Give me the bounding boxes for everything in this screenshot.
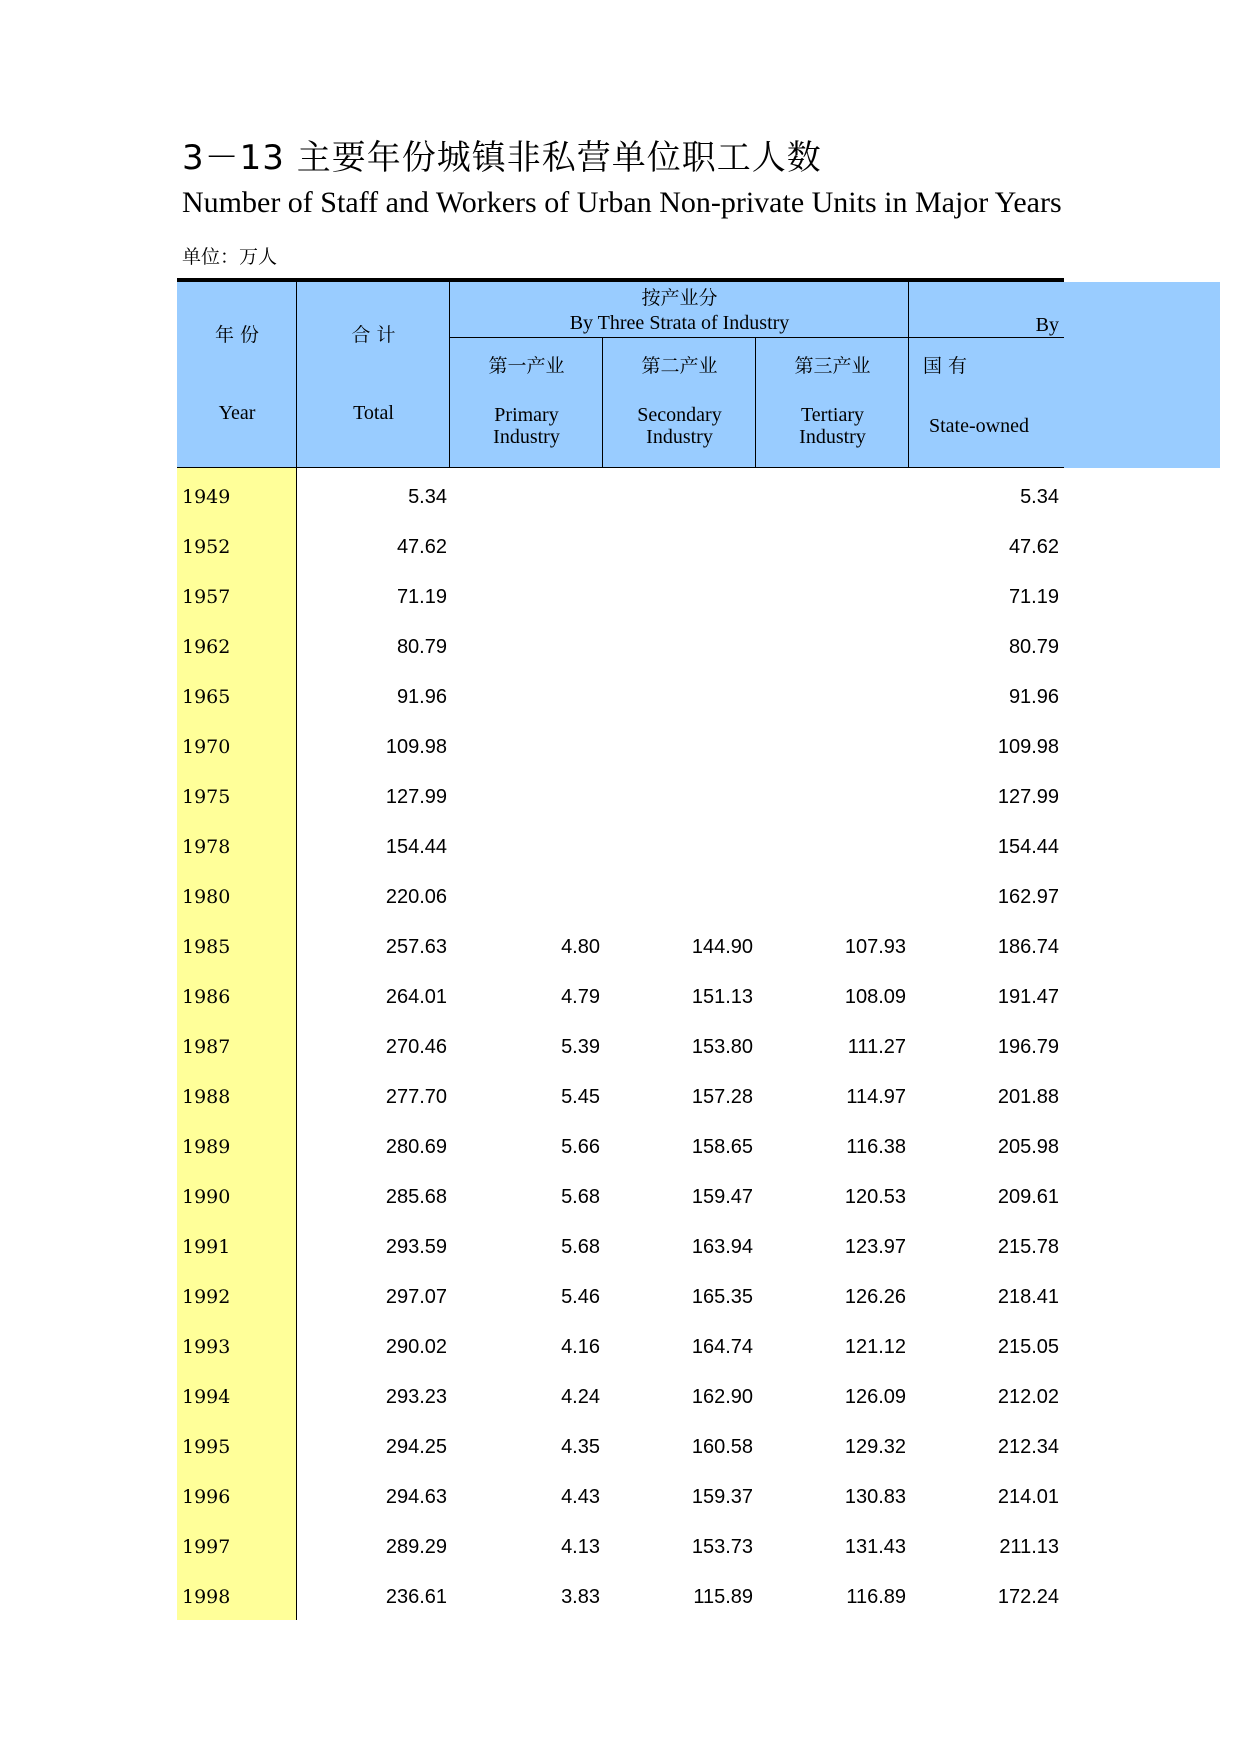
secondary-cell: 164.74	[691, 1336, 753, 1358]
total-cell: 236.61	[385, 1586, 447, 1608]
header-state-cn: 国 有	[923, 355, 968, 377]
header-bottom-rule	[177, 467, 1064, 468]
table-row	[177, 774, 1064, 824]
primary-cell: 5.45	[561, 1086, 600, 1108]
state-cell: 162.97	[997, 886, 1059, 908]
total-cell: 5.34	[408, 486, 447, 508]
header-tertiary-en-2: Industry	[799, 426, 866, 448]
total-cell: 270.46	[385, 1036, 447, 1058]
page-title-english: Number of Staff and Workers of Urban Non-private Units in Major Years	[182, 186, 1062, 219]
tertiary-cell: 116.89	[846, 1586, 906, 1608]
header-total-en: Total	[353, 402, 394, 424]
primary-cell: 4.35	[561, 1436, 600, 1458]
state-cell: 71.19	[1008, 586, 1059, 608]
total-cell: 294.63	[385, 1486, 447, 1508]
secondary-cell: 157.28	[691, 1086, 753, 1108]
tertiary-cell: 108.09	[844, 986, 906, 1008]
table-row	[177, 824, 1064, 874]
year-cell: 1994	[182, 1386, 231, 1408]
secondary-cell: 144.90	[691, 936, 753, 958]
state-cell: 214.01	[997, 1486, 1059, 1508]
primary-cell: 5.39	[561, 1036, 600, 1058]
year-cell: 1975	[182, 786, 231, 808]
header-primary-cn: 第一产业	[488, 355, 565, 377]
table-row	[177, 1574, 1064, 1624]
state-cell: 212.34	[997, 1436, 1059, 1458]
total-cell: 294.25	[385, 1436, 447, 1458]
table-row	[177, 974, 1064, 1024]
tertiary-cell: 126.26	[844, 1286, 906, 1308]
total-cell: 220.06	[385, 886, 447, 908]
primary-cell: 4.80	[561, 936, 600, 958]
total-cell: 80.79	[396, 636, 447, 658]
header-tertiary-cn: 第三产业	[794, 355, 871, 377]
state-cell: 47.62	[1008, 536, 1059, 558]
state-cell: 212.02	[997, 1386, 1059, 1408]
header-secondary-en-1: Secondary	[637, 404, 722, 426]
total-cell: 290.02	[385, 1336, 447, 1358]
secondary-cell: 159.47	[691, 1186, 753, 1208]
secondary-cell: 159.37	[691, 1486, 753, 1508]
table-row	[177, 1074, 1064, 1124]
secondary-cell: 163.94	[691, 1236, 753, 1258]
header-tertiary-en-1: Tertiary	[800, 404, 864, 426]
year-cell: 1998	[182, 1586, 231, 1608]
tertiary-cell: 114.97	[846, 1086, 906, 1108]
tertiary-cell: 129.32	[844, 1436, 906, 1458]
year-cell: 1997	[182, 1536, 231, 1558]
total-cell: 127.99	[385, 786, 447, 808]
year-cell: 1965	[182, 686, 231, 708]
state-cell: 215.05	[997, 1336, 1059, 1358]
state-cell: 80.79	[1008, 636, 1059, 658]
year-cell: 1985	[182, 936, 231, 958]
table-row	[177, 1174, 1064, 1224]
table-row	[177, 724, 1064, 774]
primary-cell: 5.66	[561, 1136, 600, 1158]
year-cell: 1962	[182, 636, 231, 658]
state-cell: 109.98	[997, 736, 1059, 758]
primary-cell: 5.68	[561, 1186, 600, 1208]
state-cell: 91.96	[1008, 686, 1059, 708]
header-divider	[908, 282, 909, 468]
secondary-cell: 158.65	[691, 1136, 753, 1158]
total-cell: 71.19	[396, 586, 447, 608]
state-cell: 154.44	[997, 836, 1059, 858]
year-cell: 1995	[182, 1436, 231, 1458]
primary-cell: 4.43	[561, 1486, 600, 1508]
state-cell: 191.47	[997, 986, 1059, 1008]
header-year-cn: 年 份	[214, 324, 260, 346]
table-header	[177, 282, 1220, 468]
table-row	[177, 874, 1064, 924]
year-cell: 1986	[182, 986, 231, 1008]
header-primary-en-2: Industry	[493, 426, 560, 448]
header-primary-en-1: Primary	[494, 404, 559, 426]
table-row	[177, 1124, 1064, 1174]
header-secondary-cn: 第二产业	[641, 355, 718, 377]
primary-cell: 3.83	[561, 1586, 600, 1608]
primary-cell: 4.13	[561, 1536, 600, 1558]
year-cell: 1992	[182, 1286, 231, 1308]
secondary-cell: 153.80	[691, 1036, 753, 1058]
year-cell: 1989	[182, 1136, 231, 1158]
year-cell: 1993	[182, 1336, 231, 1358]
secondary-cell: 162.90	[691, 1386, 753, 1408]
table-row	[177, 524, 1064, 574]
tertiary-cell: 120.53	[844, 1186, 906, 1208]
unit-label: 单位：万人	[182, 246, 278, 268]
total-cell: 293.23	[385, 1386, 447, 1408]
total-cell: 293.59	[385, 1236, 447, 1258]
total-cell: 257.63	[385, 936, 447, 958]
table-row	[177, 1374, 1064, 1424]
table-row	[177, 574, 1064, 624]
state-cell: 215.78	[997, 1236, 1059, 1258]
total-cell: 285.68	[385, 1186, 447, 1208]
tertiary-cell: 131.43	[844, 1536, 906, 1558]
state-cell: 209.61	[997, 1186, 1059, 1208]
header-secondary-en-2: Industry	[646, 426, 713, 448]
table-row	[177, 474, 1064, 524]
table-row	[177, 1224, 1064, 1274]
total-cell: 297.07	[385, 1286, 447, 1308]
total-cell: 280.69	[385, 1136, 447, 1158]
total-cell: 47.62	[396, 536, 447, 558]
secondary-cell: 165.35	[691, 1286, 753, 1308]
tertiary-cell: 107.93	[844, 936, 906, 958]
total-cell: 277.70	[385, 1086, 447, 1108]
header-total-cn: 合 计	[351, 324, 396, 346]
total-cell: 289.29	[385, 1536, 447, 1558]
primary-cell: 4.24	[561, 1386, 600, 1408]
header-ownership-group-partial: By	[1035, 314, 1059, 336]
year-cell: 1990	[182, 1186, 231, 1208]
primary-cell: 4.79	[561, 986, 600, 1008]
year-cell: 1978	[182, 836, 231, 858]
year-cell: 1957	[182, 586, 231, 608]
table-row	[177, 674, 1064, 724]
state-cell: 205.98	[997, 1136, 1059, 1158]
tertiary-cell: 111.27	[847, 1036, 906, 1058]
header-industry-group-cn: 按产业分	[641, 287, 718, 309]
page-title-chinese: 3－13 主要年份城镇非私营单位职工人数	[182, 138, 822, 178]
table-row	[177, 924, 1064, 974]
tertiary-cell: 123.97	[844, 1236, 906, 1258]
state-cell: 5.34	[1020, 486, 1059, 508]
year-cell: 1970	[182, 736, 231, 758]
state-cell: 211.13	[999, 1536, 1059, 1558]
table-row	[177, 1024, 1064, 1074]
year-cell: 1949	[182, 486, 231, 508]
year-cell: 1987	[182, 1036, 231, 1058]
table-row	[177, 1324, 1064, 1374]
total-cell: 109.98	[385, 736, 447, 758]
state-cell: 201.88	[997, 1086, 1059, 1108]
year-cell: 1988	[182, 1086, 231, 1108]
header-divider	[449, 282, 450, 468]
header-year-en: Year	[218, 402, 256, 424]
total-cell: 264.01	[385, 986, 447, 1008]
tertiary-cell: 130.83	[844, 1486, 906, 1508]
state-cell: 186.74	[997, 936, 1059, 958]
total-cell: 154.44	[385, 836, 447, 858]
secondary-cell: 153.73	[691, 1536, 753, 1558]
primary-cell: 4.16	[561, 1336, 600, 1358]
state-cell: 172.24	[997, 1586, 1059, 1608]
year-cell: 1980	[182, 886, 231, 908]
header-state-en: State-owned	[929, 415, 1029, 437]
year-cell: 1991	[182, 1236, 231, 1258]
primary-cell: 5.46	[561, 1286, 600, 1308]
state-cell: 127.99	[997, 786, 1059, 808]
tertiary-cell: 116.38	[846, 1136, 906, 1158]
header-divider	[755, 338, 756, 468]
total-cell: 91.96	[396, 686, 447, 708]
table-row	[177, 1424, 1064, 1474]
table-row	[177, 1474, 1064, 1524]
primary-cell: 5.68	[561, 1236, 600, 1258]
table-row	[177, 1524, 1064, 1574]
secondary-cell: 151.13	[691, 986, 753, 1008]
tertiary-cell: 126.09	[844, 1386, 906, 1408]
header-subrule	[450, 337, 1064, 338]
secondary-cell: 160.58	[691, 1436, 753, 1458]
year-cell: 1996	[182, 1486, 231, 1508]
year-cell: 1952	[182, 536, 231, 558]
state-cell: 196.79	[997, 1036, 1059, 1058]
header-divider	[296, 282, 297, 468]
secondary-cell: 115.89	[693, 1586, 753, 1608]
state-cell: 218.41	[997, 1286, 1059, 1308]
tertiary-cell: 121.12	[844, 1336, 906, 1358]
table-row	[177, 624, 1064, 674]
header-industry-group-en: By Three Strata of Industry	[569, 312, 790, 334]
header-divider	[602, 338, 603, 468]
table-row	[177, 1274, 1064, 1324]
